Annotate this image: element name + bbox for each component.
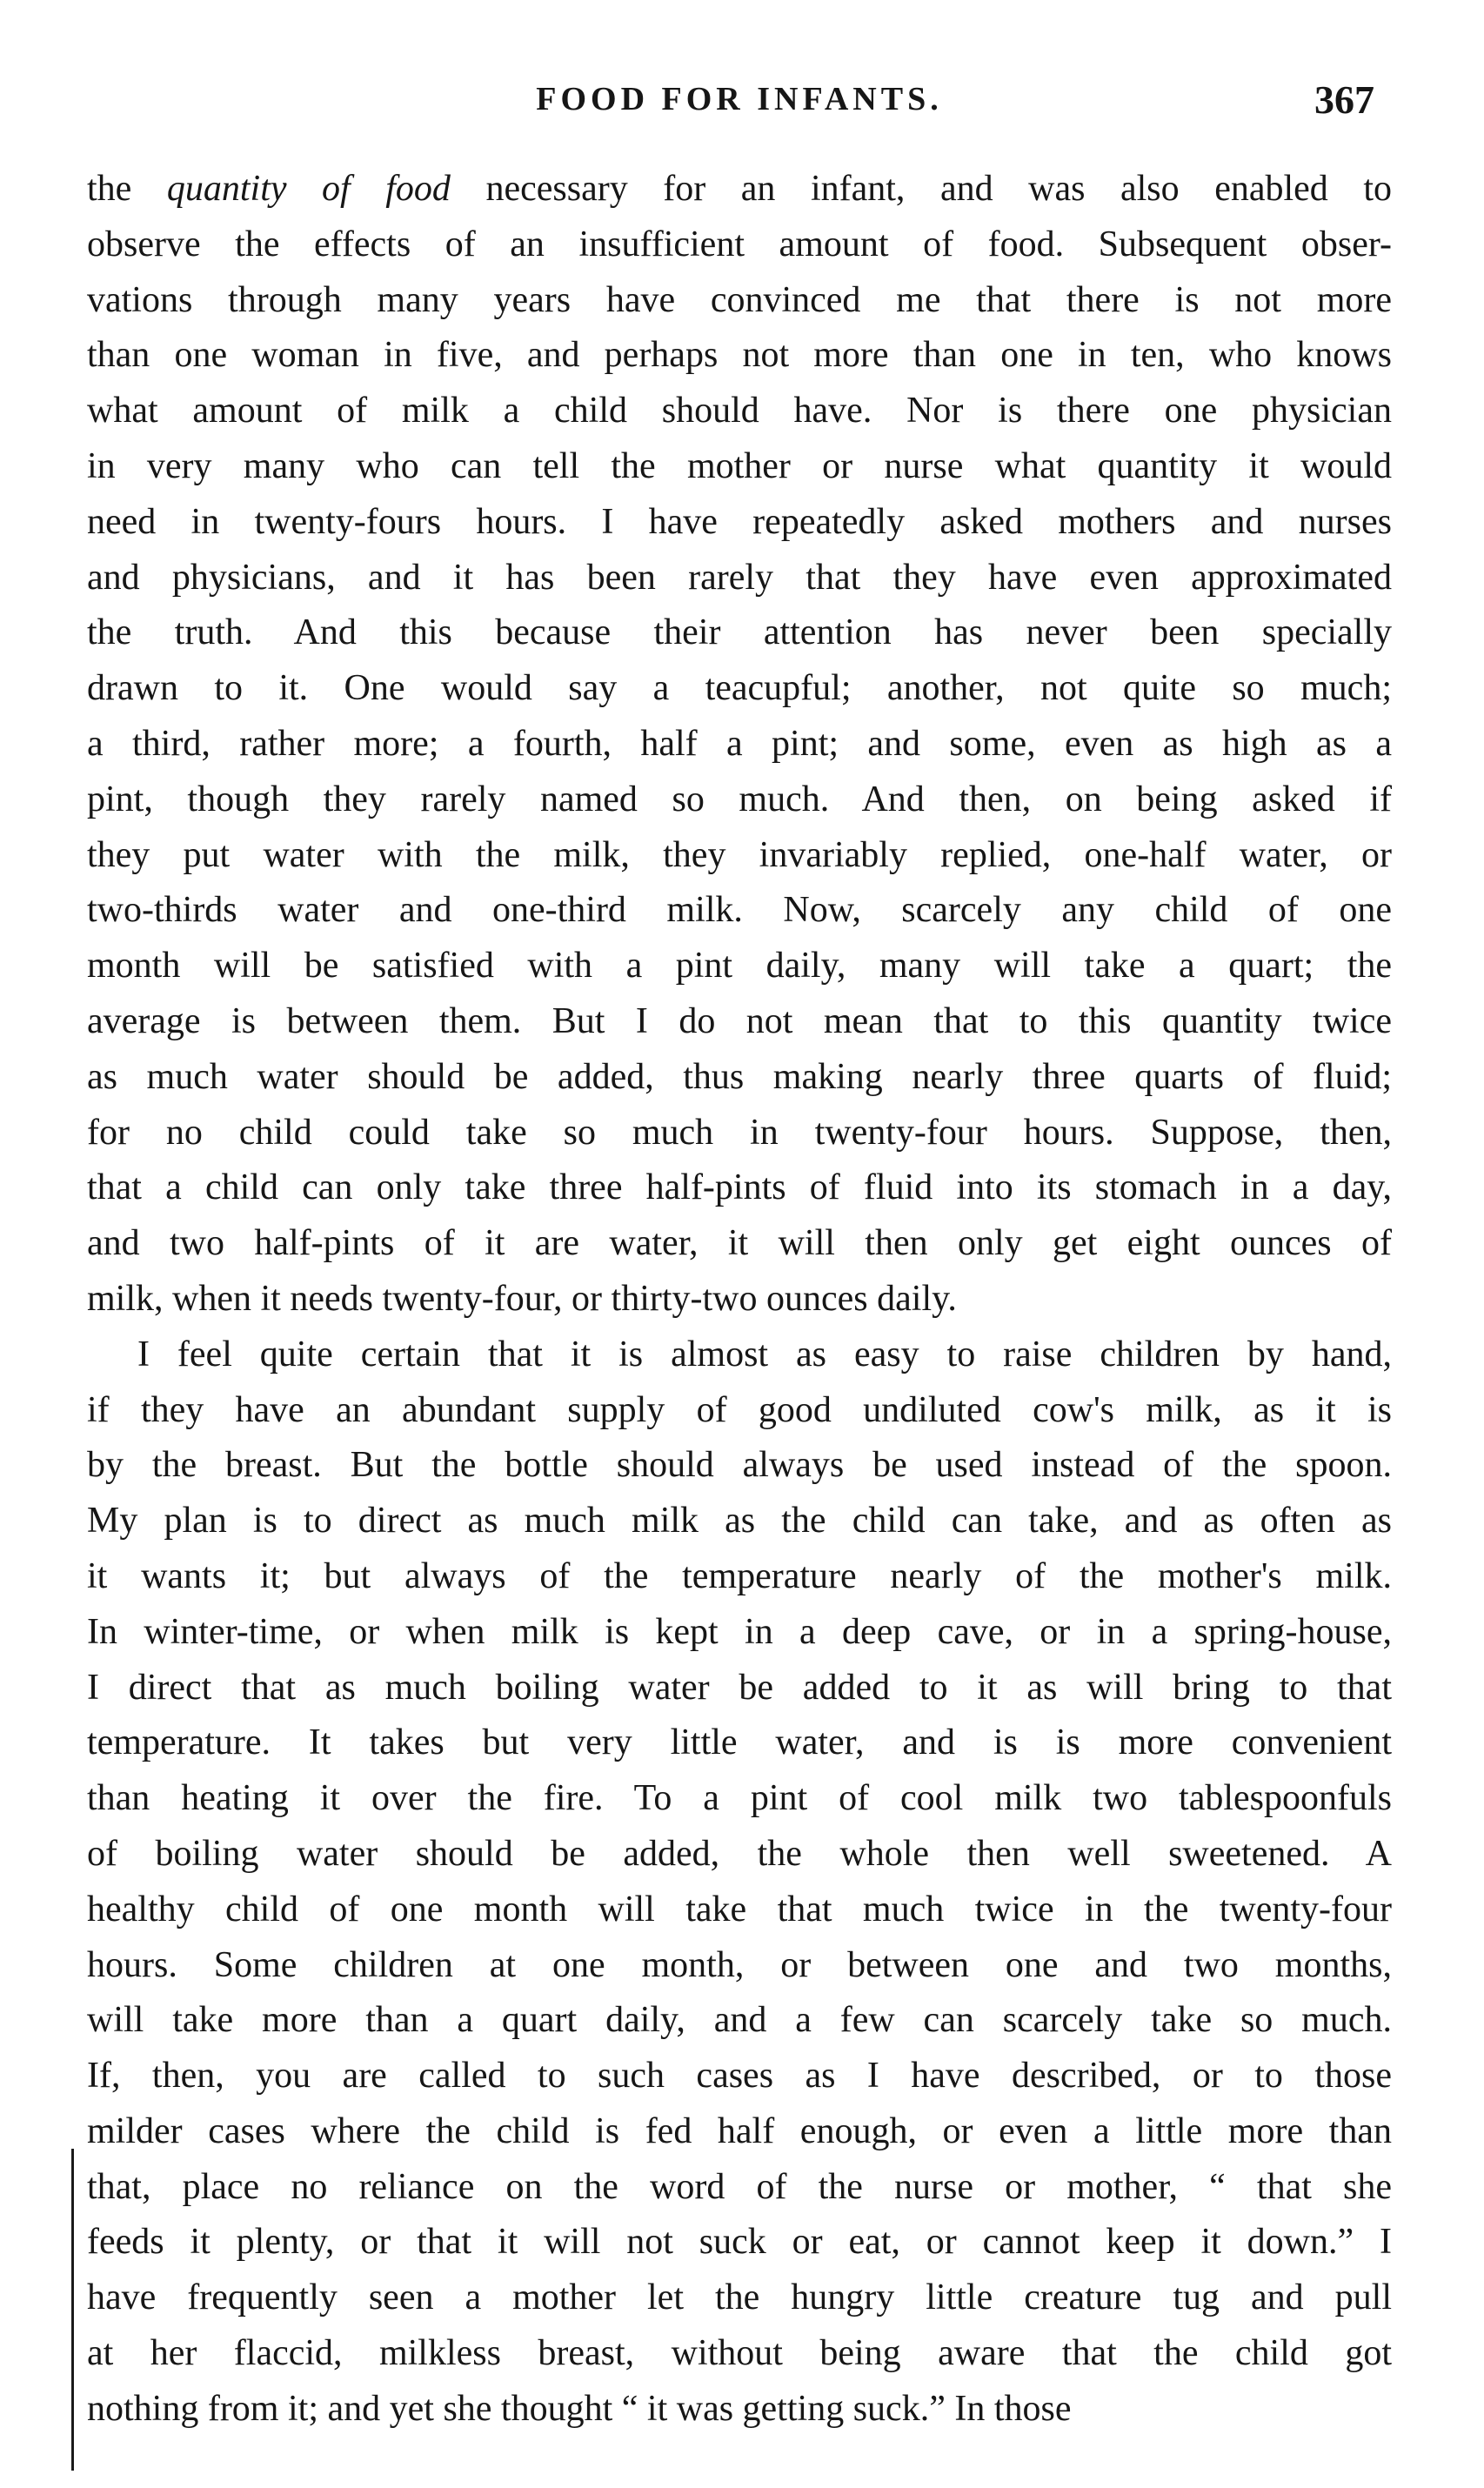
text-run: that, place no reliance on the word of the nurse or mother, “ that she <box>87 2166 1392 2207</box>
text-run: than heating it over the fire. To a pint of cool milk two tablespoonfuls <box>87 1778 1392 1819</box>
text-run: at her flaccid, milkless breast, without being aware that the child got <box>87 2333 1392 2374</box>
text-run: month will be satisfied with a pint daily, many will take a quart; the <box>87 946 1392 987</box>
text-line <box>87 217 1392 273</box>
text-line <box>87 273 1392 329</box>
text-run: need in twenty-fours hours. I have repeatedly asked mothers and nurses <box>87 501 1392 542</box>
text-run: that a child can only take three half-pints of fluid into its stomach in a day, <box>87 1167 1392 1208</box>
text-run: two-thirds water and one-third milk. Now, scarcely any child of one <box>87 890 1392 931</box>
text-run: vations through many years have convinced me that there is not more <box>87 279 1392 320</box>
text-line <box>87 2326 1392 2382</box>
text-run: they put water with the milk, they invariably replied, one-half water, or <box>87 834 1392 875</box>
text-line <box>87 1272 1392 1328</box>
text-run: observe the effects of an insufficient amount of food. Subsequent obser- <box>87 224 1392 264</box>
text-line <box>87 1716 1392 1771</box>
text-run: by the breast. But the bottle should always be used instead of the spoon. <box>87 1445 1392 1486</box>
text-run: In winter-time, or when milk is kept in a deep cave, or in a spring-house, <box>87 1611 1392 1652</box>
text-run: My plan is to direct as much milk as the child can take, and as often as <box>87 1501 1392 1542</box>
text-line <box>87 1160 1392 1216</box>
text-run: nothing from it; and yet she thought “ it was getting suck.” In those <box>87 2388 1072 2429</box>
text-line <box>87 1216 1392 1272</box>
text-run: necessary for an infant, and was also enabled to <box>450 169 1392 209</box>
text-run: temperature. It takes but very little water, and is is more convenient <box>87 1722 1392 1763</box>
text-line <box>87 551 1392 606</box>
text-run: it wants it; but always of the temperature nearly of the mother's milk. <box>87 1555 1392 1596</box>
text-run: will take more than a quart daily, and a few can scarcely take so much. <box>87 2000 1392 2041</box>
text-line <box>87 1328 1392 1383</box>
text-run: of boiling water should be added, the whole then well sweetened. A <box>87 1833 1392 1874</box>
text-line <box>87 439 1392 495</box>
text-run: If, then, you are called to such cases as I have described, or to those <box>87 2056 1392 2097</box>
text-run: average is between them. But I do not mean that to this quantity twice <box>87 1000 1392 1041</box>
text-line <box>87 605 1392 661</box>
text-line <box>87 2049 1392 2104</box>
page-header <box>87 77 1392 129</box>
text-line <box>87 495 1392 551</box>
paragraph <box>87 1328 1392 2438</box>
text-line <box>87 939 1392 994</box>
text-run: in very many who can tell the mother or nurse what quantity it would <box>87 445 1392 486</box>
page-number: 367 <box>1314 77 1374 122</box>
text-run: as much water should be added, thus making nearly three quarts of fluid; <box>87 1056 1392 1097</box>
text-run: than one woman in five, and perhaps not more than one in ten, who knows <box>87 335 1392 376</box>
text-run: milk, when it needs twenty-four, or thirty-two ounces daily. <box>87 1278 957 1319</box>
text-line <box>87 772 1392 828</box>
text-run: healthy child of one month will take that much twice in the twenty-four <box>87 1889 1392 1930</box>
text-line <box>87 994 1392 1050</box>
text-line <box>87 2271 1392 2326</box>
text-line <box>87 1771 1392 1827</box>
text-line <box>87 384 1392 439</box>
text-line <box>87 1549 1392 1605</box>
text-run: a third, rather more; a fourth, half a pint; and some, even as high as a <box>87 723 1392 764</box>
text-line <box>87 2215 1392 2271</box>
text-run: the <box>87 169 167 209</box>
text-line <box>87 661 1392 717</box>
text-line <box>87 883 1392 939</box>
text-line <box>87 1438 1392 1494</box>
text-run: I feel quite certain that it is almost as easy to raise children by hand, <box>137 1334 1392 1374</box>
text-line <box>87 2382 1392 2438</box>
text-line <box>87 1106 1392 1161</box>
text-run: I direct that as much boiling water be added to it as will bring to that <box>87 1667 1392 1708</box>
text-line <box>87 1494 1392 1549</box>
text-line <box>87 2104 1392 2160</box>
text-run: drawn to it. One would say a teacupful; another, not quite so much; <box>87 668 1392 709</box>
text-line <box>87 1883 1392 1938</box>
text-run: and two half-pints of it are water, it will then only get eight ounces of <box>87 1223 1392 1264</box>
margin-rule <box>71 2149 74 2471</box>
text-line <box>87 1827 1392 1883</box>
text-line <box>87 328 1392 384</box>
text-line <box>87 828 1392 884</box>
text-line <box>87 717 1392 772</box>
text-line <box>87 1661 1392 1716</box>
text-line <box>87 1050 1392 1106</box>
text-run: hours. Some children at one month, or between one and two months, <box>87 1944 1392 1985</box>
text-run: milder cases where the child is fed half enough, or even a little more than <box>87 2110 1392 2151</box>
text-run: if they have an abundant supply of good undiluted cow's milk, as it is <box>87 1389 1392 1430</box>
text-line <box>87 1383 1392 1439</box>
text-line <box>87 1605 1392 1661</box>
text-line <box>87 162 1392 217</box>
text-run: for no child could take so much in twenty-four hours. Suppose, then, <box>87 1112 1392 1153</box>
text-run: feeds it plenty, or that it will not suck or eat, or cannot keep it down.” I <box>87 2222 1392 2263</box>
text-run: what amount of milk a child should have. Nor is there one physician <box>87 391 1392 431</box>
text-run: have frequently seen a mother let the hungry little creature tug and pull <box>87 2277 1392 2318</box>
text-run: the truth. And this because their attention has never been specially <box>87 612 1392 653</box>
text-line <box>87 1993 1392 2049</box>
running-head: FOOD FOR INFANTS. <box>536 81 943 117</box>
italic-phrase: quantity of food <box>166 169 451 209</box>
text-run: pint, though they rarely named so much. And then, on being asked if <box>87 779 1392 819</box>
text-line <box>87 1938 1392 1994</box>
paragraph <box>87 162 1392 1328</box>
text-run: and physicians, and it has been rarely that they have even approximated <box>87 557 1392 598</box>
text-line <box>87 2160 1392 2216</box>
body-text <box>87 162 1392 2438</box>
